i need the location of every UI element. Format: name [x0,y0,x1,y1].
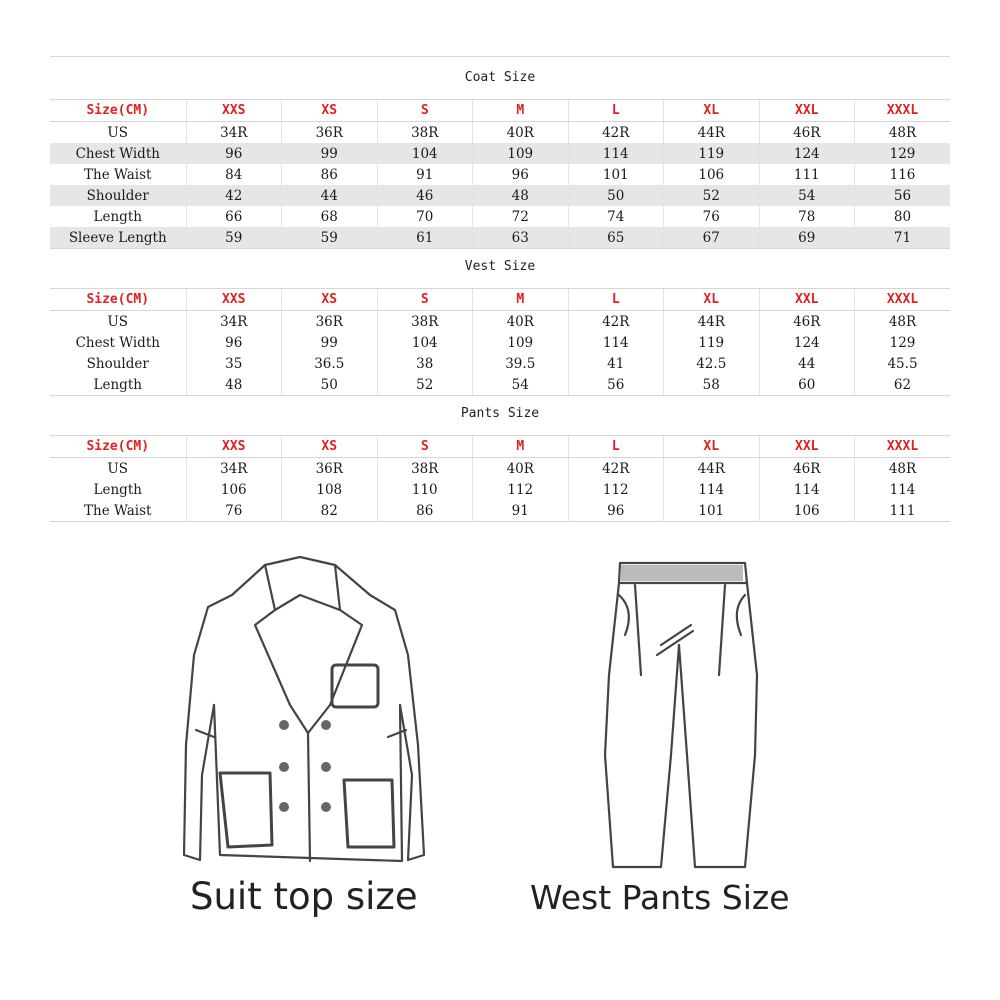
table-cell: 36R [282,122,378,144]
table-cell: 80 [855,206,951,227]
row-label: Shoulder [86,355,149,372]
table-cell: 42R [568,311,664,333]
size-header-xxxl: XXXL [855,436,951,458]
table-cell: 69 [759,227,855,249]
table-cell: 54 [473,374,569,396]
table-cell: 71 [855,227,951,249]
table-cell: 106 [664,164,760,185]
table-cell: 52 [664,185,760,206]
table-row [50,122,950,144]
row-label: US [107,460,129,477]
size-header-s: S [377,100,473,122]
size-header-row [50,100,950,122]
table-cell: 91 [473,500,569,522]
table-cell: 99 [282,143,378,164]
row-label: The Waist [50,500,186,522]
table-cell: 38R [377,311,473,333]
table-cell: 109 [473,143,569,164]
table-cell: 114 [568,143,664,164]
size-header-xxxl: XXXL [855,100,951,122]
table-cell: 110 [377,479,473,500]
table-cell: 38R [377,458,473,480]
table-cell: 52 [377,374,473,396]
row-label: Sleeve Length [50,227,186,249]
table-cell: 45.5 [855,353,951,374]
table-cell: 106 [759,500,855,522]
table-cell: 112 [568,479,664,500]
table-cell: 41 [568,353,664,374]
table-cell: 114 [568,332,664,353]
table-cell: 46R [759,122,855,144]
size-header-s: S [377,436,473,458]
table-cell: 129 [855,332,951,353]
size-header-l: L [568,100,664,122]
table-cell: 114 [759,479,855,500]
top-divider [50,56,950,57]
table-cell: 67 [664,227,760,249]
table-cell: 46R [759,458,855,480]
table-cell: 56 [568,374,664,396]
table-cell: 42R [568,458,664,480]
table-cell: 104 [377,143,473,164]
table-cell: 70 [377,206,473,227]
size-header-xs: XS [282,436,378,458]
table-cell: 44R [664,311,760,333]
size-header-xl: XL [664,289,760,311]
table-cell: 104 [377,332,473,353]
pants-size-table [50,435,950,522]
table-cell: 91 [377,164,473,185]
size-header-xxs: XXS [186,289,282,311]
table-cell: 66 [186,206,282,227]
row-label: Shoulder [50,185,186,206]
row-label: Chest Width [75,334,160,351]
size-header-xxl: XXL [759,100,855,122]
table-cell: 119 [664,332,760,353]
table-cell: 34R [186,458,282,480]
table-cell: 86 [282,164,378,185]
table-cell: 42.5 [664,353,760,374]
table-cell: 56 [855,185,951,206]
table-cell: 36.5 [282,353,378,374]
table-cell: 72 [473,206,569,227]
size-header-xxl: XXL [759,436,855,458]
row-label: US [107,124,129,141]
table-cell: 35 [186,353,282,374]
table-row [50,374,950,396]
coat-size-table [50,99,950,249]
coat-size-title: Coat Size [464,70,536,85]
table-cell: 109 [473,332,569,353]
table-cell: 44R [664,122,760,144]
row-label: US [107,313,129,330]
suit-top-size-caption: Suit top size [190,875,418,918]
table-row [50,227,950,249]
table-cell: 101 [664,500,760,522]
size-cm-header: Size(CM) [50,100,186,122]
table-cell: 84 [186,164,282,185]
table-cell: 60 [759,374,855,396]
table-cell: 63 [473,227,569,249]
table-row [50,353,950,374]
table-cell: 46R [759,311,855,333]
table-cell: 48 [186,374,282,396]
size-header-row [50,289,950,311]
table-cell: 62 [855,374,951,396]
size-header-xxs: XXS [186,100,282,122]
west-pants-size-caption: West Pants Size [530,878,790,917]
table-row [50,185,950,206]
table-cell: 48 [473,185,569,206]
table-cell: 61 [377,227,473,249]
table-cell: 108 [282,479,378,500]
row-label: Length [93,481,142,498]
table-cell: 44R [664,458,760,480]
table-cell: 36R [282,458,378,480]
size-header-m: M [473,289,569,311]
vest-size-table [50,288,950,396]
table-row [50,311,950,333]
table-cell: 96 [186,332,282,353]
table-cell: 38 [377,353,473,374]
table-cell: 54 [759,185,855,206]
size-header-xs: XS [282,289,378,311]
table-cell: 40R [473,122,569,144]
table-cell: 116 [855,164,951,185]
table-cell: 34R [186,311,282,333]
table-cell: 50 [282,374,378,396]
table-cell: 124 [759,143,855,164]
row-label: Length [50,374,186,396]
table-row [50,164,950,185]
size-header-row [50,436,950,458]
table-cell: 38R [377,122,473,144]
table-cell: 112 [473,479,569,500]
table-cell: 114 [664,479,760,500]
table-cell: 40R [473,458,569,480]
table-cell: 82 [282,500,378,522]
size-cm-header: Size(CM) [50,436,186,458]
pants-illustration [595,555,765,875]
table-cell: 48R [855,311,951,333]
size-header-xl: XL [664,100,760,122]
table-cell: 111 [855,500,951,522]
table-cell: 114 [855,479,951,500]
table-cell: 96 [568,500,664,522]
table-cell: 40R [473,311,569,333]
size-header-m: M [473,100,569,122]
table-row [50,500,950,522]
table-cell: 59 [282,227,378,249]
table-cell: 65 [568,227,664,249]
row-label: The Waist [84,166,152,183]
table-row [50,332,950,353]
row-label: Chest Width [50,143,186,164]
table-cell: 96 [186,143,282,164]
table-cell: 58 [664,374,760,396]
table-row [50,458,950,480]
table-cell: 46 [377,185,473,206]
size-header-xxl: XXL [759,289,855,311]
table-cell: 111 [759,164,855,185]
pants-size-title: Pants Size [460,406,540,421]
size-header-xs: XS [282,100,378,122]
table-cell: 48R [855,122,951,144]
table-cell: 50 [568,185,664,206]
table-cell: 36R [282,311,378,333]
table-cell: 44 [759,353,855,374]
table-cell: 74 [568,206,664,227]
row-label: Length [93,208,142,225]
table-cell: 48R [855,458,951,480]
size-header-l: L [568,436,664,458]
table-cell: 76 [186,500,282,522]
suit-jacket-illustration [180,555,440,875]
size-header-m: M [473,436,569,458]
table-row [50,206,950,227]
table-cell: 59 [186,227,282,249]
table-row [50,143,950,164]
table-cell: 124 [759,332,855,353]
table-cell: 68 [282,206,378,227]
table-cell: 129 [855,143,951,164]
table-cell: 39.5 [473,353,569,374]
table-cell: 99 [282,332,378,353]
table-cell: 86 [377,500,473,522]
table-cell: 78 [759,206,855,227]
table-cell: 119 [664,143,760,164]
table-row [50,479,950,500]
table-cell: 76 [664,206,760,227]
table-cell: 34R [186,122,282,144]
size-header-xl: XL [664,436,760,458]
vest-size-title: Vest Size [464,259,536,274]
table-cell: 42R [568,122,664,144]
table-cell: 96 [473,164,569,185]
table-cell: 44 [282,185,378,206]
table-cell: 42 [186,185,282,206]
size-header-xxs: XXS [186,436,282,458]
size-header-s: S [377,289,473,311]
size-cm-header: Size(CM) [50,289,186,311]
table-cell: 101 [568,164,664,185]
size-header-l: L [568,289,664,311]
size-header-xxxl: XXXL [855,289,951,311]
table-cell: 106 [186,479,282,500]
